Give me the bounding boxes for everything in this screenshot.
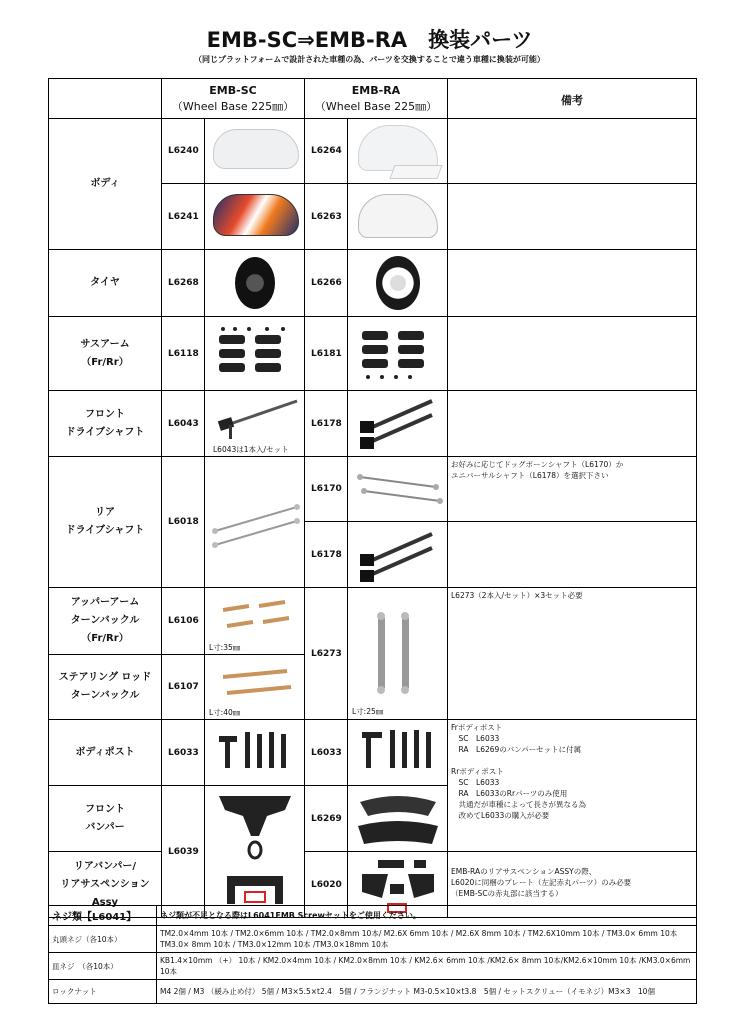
category-line: （Fr/Rr） [81, 633, 129, 644]
drive-shaft-image [348, 391, 448, 457]
part-code: L6020 [305, 852, 348, 918]
screw-row [49, 980, 697, 1004]
image-cell [205, 786, 305, 918]
image-cell [348, 184, 448, 250]
part-code: L6266 [305, 250, 348, 317]
category-line: ターンバックル [70, 615, 140, 626]
front-bumper-image [348, 786, 448, 852]
note-cell [448, 588, 697, 720]
part-code: L6178 [305, 391, 348, 457]
category-line: リア [95, 507, 115, 518]
header-ra-name: EMB-RA [351, 83, 401, 97]
note-cell [448, 522, 697, 588]
screw-spec [157, 926, 697, 953]
image-cell [348, 588, 448, 720]
part-code: L6241 [162, 184, 205, 250]
category-line: バンパー [85, 821, 125, 833]
category-line: リアサスペンションAssy [60, 878, 150, 908]
note-line: RA L6033のRrパーツのみ使用 [451, 789, 568, 798]
part-code: L6178 [305, 522, 348, 588]
category-body-post: ボディポスト [49, 720, 162, 786]
note-line: お好みに応じてドッグボーンシャフト（L6170）か [451, 460, 624, 469]
part-code: L6043 [162, 391, 205, 457]
note-line: SC L6033 [451, 734, 500, 743]
screw-spec-line: TM3.0× 8mm 10本 / TM3.0×12mm 10本 /TM3.0×18mm 10本 [160, 940, 389, 949]
header-row [49, 79, 697, 119]
rear-suspension-notes [451, 866, 693, 899]
image-cell [348, 317, 448, 391]
category-line: フロント [85, 803, 125, 815]
part-code: L6033 [162, 720, 205, 786]
drive-shaft-image [205, 457, 305, 587]
screw-row [49, 953, 697, 980]
length-caption: L寸:40㎜ [209, 708, 241, 717]
dogbone-shaft-image [348, 457, 448, 522]
page-title: EMB-SC⇒EMB-RA 換装パーツ [206, 28, 533, 52]
decal-sheet-image [389, 165, 442, 179]
category-line: ターンバックル [70, 690, 140, 701]
part-code: L6039 [162, 786, 205, 918]
screws-notice: ネジ類が不足となる際はL6041EMB Screwセットをご使用ください。 [157, 906, 697, 926]
rally-body-image [358, 194, 438, 238]
image-cell [205, 317, 305, 391]
category-front-bumper [49, 786, 162, 852]
table-row [49, 317, 697, 391]
image-cell [205, 391, 305, 457]
image-cell [348, 391, 448, 457]
category-upper-arm [49, 588, 162, 655]
note-cell [448, 184, 697, 250]
turnbuckle-image [348, 588, 448, 720]
header-sc-wheelbase: （Wheel Base 225㎜） [171, 99, 295, 113]
image-cell [348, 786, 448, 852]
table-row [49, 457, 697, 522]
table-row [49, 119, 697, 184]
note-line [451, 755, 693, 766]
part-code: L6018 [162, 457, 205, 588]
category-rear-shaft [49, 457, 162, 588]
image-cell [205, 588, 305, 655]
screw-spec: M4 2個 / M3 （緩み止め付） 5個 / M3×5.5×t2.4 5個 / フランジナット M3-0.5×10×t3.8 5個 / セットスクリュー（イモネジ）M3×3 10個 [157, 980, 697, 1004]
part-code: L6106 [162, 588, 205, 655]
category-line: フロント [85, 408, 125, 420]
screws-header-row [49, 906, 697, 926]
image-cell [348, 119, 448, 184]
header-ra-wheelbase: （Wheel Base 225㎜） [314, 99, 438, 113]
screws-table [48, 905, 697, 1004]
note-cell [448, 119, 697, 184]
part-code: L6263 [305, 184, 348, 250]
table-row [49, 250, 697, 317]
note-cell [448, 457, 697, 522]
note-cell [448, 317, 697, 391]
table-row [49, 391, 697, 457]
image-cell [205, 250, 305, 317]
header-sc-name: EMB-SC [209, 83, 257, 97]
image-cell [348, 720, 448, 786]
screw-spec: KB1.4×10mm （+） 10本 / KM2.0×4mm 10本 / KM2.0×8mm 10本 / KM2.6× 6mm 10本 /KM2.6× 8mm 10本/KM2.6×10mm 10本 /KM3.0×6mm 10本 [157, 953, 697, 980]
part-code: L6170 [305, 457, 348, 522]
image-cell [205, 119, 305, 184]
clear-body-image [213, 129, 299, 169]
sus-arm-image [205, 317, 305, 391]
image-cell [205, 457, 305, 588]
note-line: L6020に同梱のプレート（左記赤丸パーツ）のみ必要 [451, 878, 632, 887]
image-cell [348, 522, 448, 588]
part-code: L6268 [162, 250, 205, 317]
tire-image [235, 257, 275, 309]
shaft-caption: L6043は1本入/セット [213, 445, 289, 454]
part-code: L6264 [305, 119, 348, 184]
note-line: SC L6033 [451, 778, 500, 787]
category-tire: タイヤ [49, 250, 162, 317]
note-line: 共通だが車種によって長さが異なる為 [451, 800, 586, 809]
part-code: L6181 [305, 317, 348, 391]
image-cell [205, 655, 305, 720]
note-line: 改めてL6033の購入が必要 [451, 811, 550, 820]
screw-label: ロックナット [49, 980, 157, 1004]
screw-label: 皿ネジ （各10本） [49, 953, 157, 980]
parts-table [48, 78, 697, 918]
note-line: Frボディポスト [451, 723, 503, 732]
page-subtitle: （同じプラットフォームで設計された車種の為、パーツを交換することで違う車種に換装が可能） [194, 55, 545, 64]
category-body: ボディ [49, 119, 162, 250]
image-cell [348, 250, 448, 317]
category-line: ドライブシャフト [65, 426, 145, 438]
note-line: L6273（2本入/セット）×3セット必要 [451, 591, 583, 600]
category-line: ドライブシャフト [65, 525, 145, 536]
body-post-image [205, 720, 305, 786]
body-post-image [348, 720, 448, 786]
table-row [49, 588, 697, 655]
length-caption: L寸:35㎜ [209, 643, 241, 652]
screw-label: 丸頭ネジ（各10本） [49, 926, 157, 953]
category-sus-arm [49, 317, 162, 391]
image-cell [348, 457, 448, 522]
note-cell [448, 720, 697, 852]
category-front-shaft [49, 391, 162, 457]
category-line: ステアリング ロッド [58, 672, 152, 683]
category-line: （Fr/Rr） [81, 356, 129, 368]
part-code: L6118 [162, 317, 205, 391]
note-cell [448, 391, 697, 457]
screw-row [49, 926, 697, 953]
header-blank [49, 79, 162, 119]
header-ra [305, 79, 448, 119]
header-remarks: 備考 [448, 79, 697, 119]
part-code: L6033 [305, 720, 348, 786]
screws-title: ネジ類【L6041】 [49, 906, 157, 926]
painted-body-image [213, 194, 299, 236]
part-code: L6273 [305, 588, 348, 720]
body-post-notes [451, 722, 693, 821]
category-line: サスアーム [80, 338, 130, 350]
part-code: L6240 [162, 119, 205, 184]
note-cell [448, 250, 697, 317]
category-line: リアバンパー/ [73, 860, 137, 872]
header-sc [162, 79, 305, 119]
note-line: （EMB-SCの赤丸部に該当する） [451, 889, 563, 898]
note-line: EMB-RAのリアサスペンションASSYの際、 [451, 867, 597, 876]
category-steering [49, 655, 162, 720]
tire-image [376, 256, 420, 310]
image-cell [205, 720, 305, 786]
screw-spec-line: TM2.0×4mm 10本 / TM2.0×6mm 10本 / TM2.0×8mm 10本/ M2.6X 6mm 10本 / M2.6X 8mm 10本 / TM2.6X10mm 10本 / TM3.0× 6mm 10本 [160, 929, 678, 938]
bumper-assy-image [205, 786, 305, 918]
table-row [49, 720, 697, 786]
category-line: アッパーアーム [70, 597, 140, 608]
universal-shaft-image [348, 522, 448, 588]
part-code: L6269 [305, 786, 348, 852]
part-code: L6107 [162, 655, 205, 720]
sus-arm-image [348, 317, 448, 391]
note-line: RA L6269のバンパーセットに付属 [451, 745, 582, 754]
note-line: ユニバーサルシャフト（L6178）を選択下さい [451, 471, 609, 480]
note-line: Rrボディポスト [451, 767, 504, 776]
image-cell [205, 184, 305, 250]
length-caption: L寸:25㎜ [352, 707, 384, 716]
